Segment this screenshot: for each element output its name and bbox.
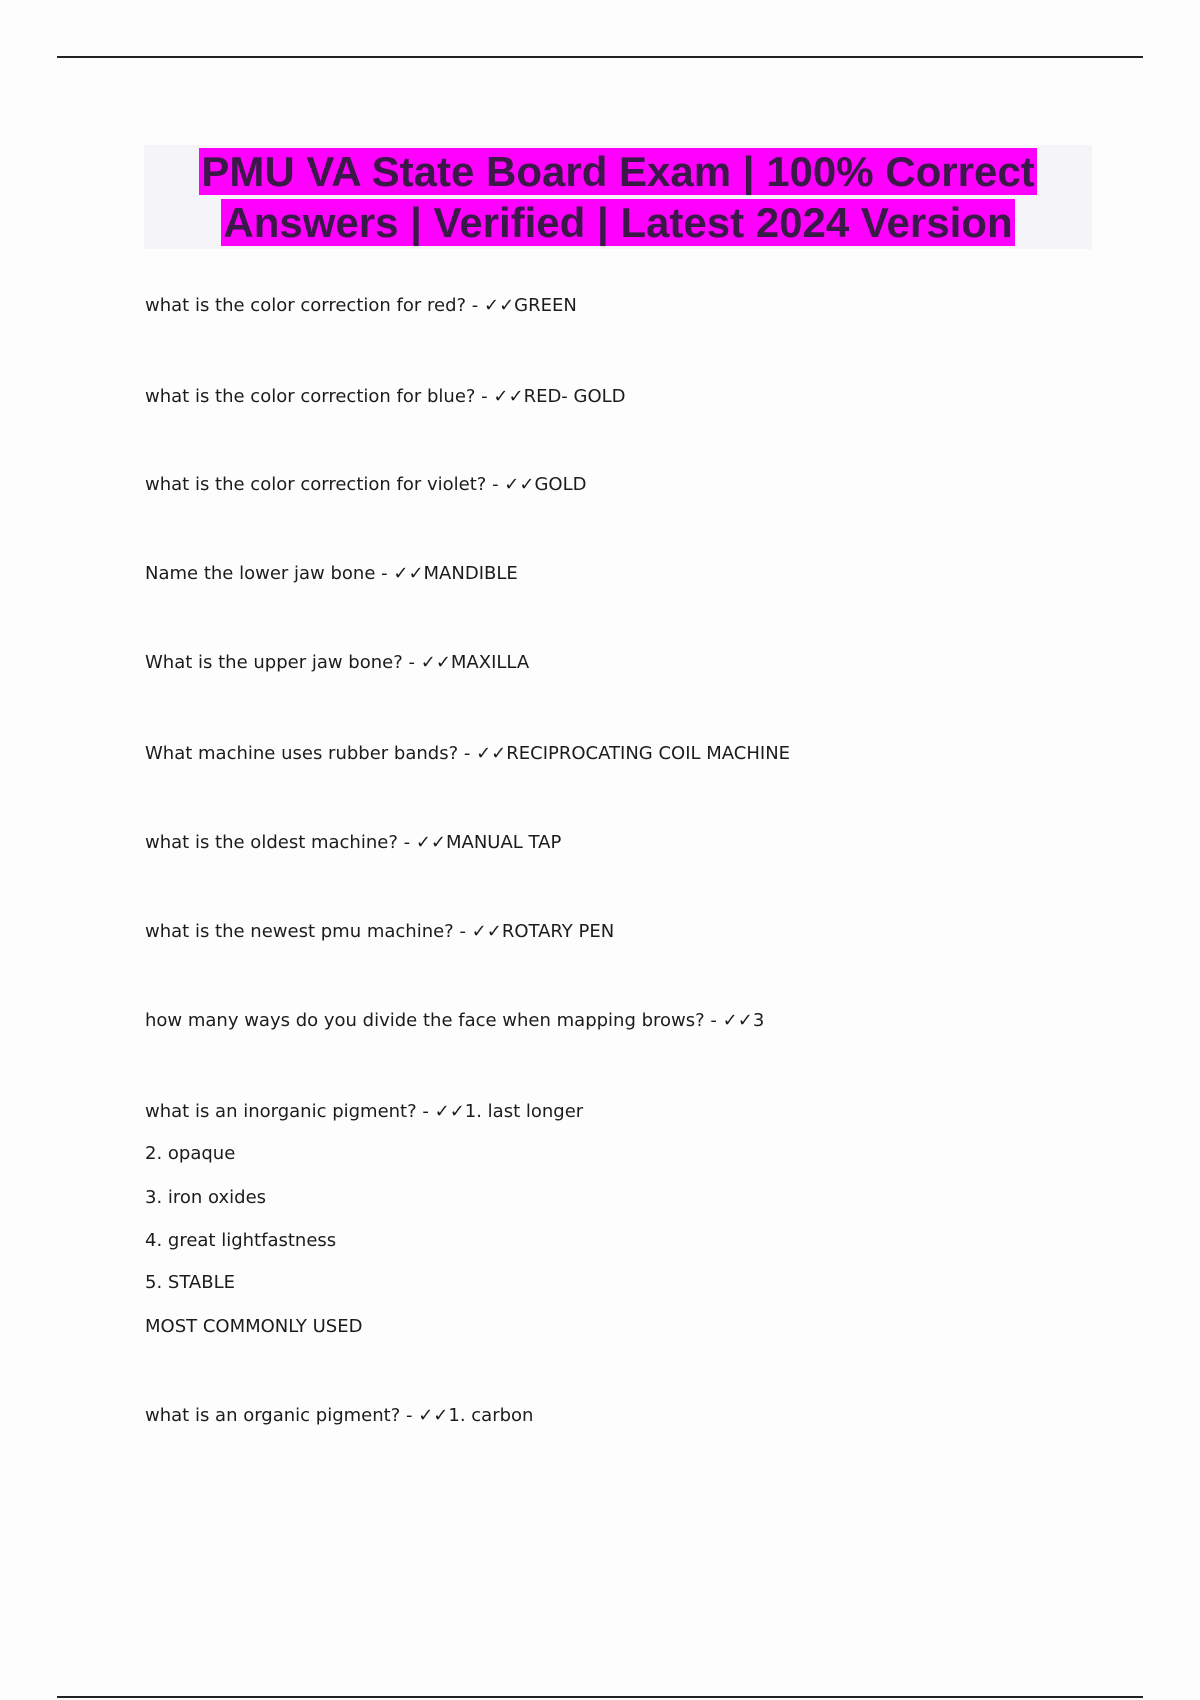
- qa-item: [145, 562, 518, 586]
- question-text: What is the upper jaw bone? -: [145, 652, 421, 673]
- answer-text: RECIPROCATING COIL MACHINE: [506, 743, 791, 764]
- double-check-icon: ✓✓: [471, 921, 502, 942]
- double-check-icon: ✓✓: [504, 474, 535, 495]
- question-text: What machine uses rubber bands? -: [145, 743, 477, 764]
- answer-continuation-line: 2. opaque: [145, 1143, 236, 1164]
- double-check-icon: ✓✓: [418, 1405, 449, 1426]
- top-rule: [57, 56, 1143, 58]
- title-line-2: Answers | Verified | Latest 2024 Version: [223, 199, 1013, 246]
- double-check-icon: ✓✓: [476, 743, 507, 764]
- double-check-icon: ✓✓: [434, 1101, 465, 1122]
- answer-text: 1. carbon: [448, 1405, 534, 1426]
- document-title: [199, 146, 1036, 248]
- question-text: what is the newest pmu machine? -: [145, 921, 472, 942]
- double-check-icon: ✓✓: [393, 563, 424, 584]
- answer-text: RED- GOLD: [523, 386, 626, 407]
- qa-item: [145, 1404, 533, 1428]
- question-text: what is an organic pigment? -: [145, 1405, 419, 1426]
- bottom-rule: [57, 1696, 1143, 1698]
- answer-text: MANUAL TAP: [446, 832, 562, 853]
- answer-continuation-line: 4. great lightfastness: [145, 1230, 337, 1251]
- qa-item: [145, 742, 790, 766]
- qa-item: [145, 831, 561, 855]
- answer-text: MAXILLA: [450, 652, 530, 673]
- qa-item: [145, 920, 614, 944]
- qa-item: [145, 1009, 764, 1033]
- answer-text: GREEN: [514, 295, 577, 316]
- qa-item: [145, 1100, 583, 1124]
- answer-continuation-line: MOST COMMONLY USED: [145, 1316, 363, 1337]
- answer-continuation-line: 3. iron oxides: [145, 1187, 267, 1208]
- question-text: Name the lower jaw bone -: [145, 563, 394, 584]
- answer-text: GOLD: [534, 474, 587, 495]
- question-text: what is the color correction for blue? -: [145, 386, 494, 407]
- answer-text: ROTARY PEN: [501, 921, 615, 942]
- answer-continuation-line: 5. STABLE: [145, 1272, 235, 1293]
- question-text: what is the oldest machine? -: [145, 832, 416, 853]
- double-check-icon: ✓✓: [420, 652, 451, 673]
- title-banner: [144, 145, 1092, 249]
- title-line-1: PMU VA State Board Exam | 100% Correct: [201, 148, 1035, 195]
- qa-item: [145, 294, 577, 318]
- question-text: what is the color correction for red? -: [145, 295, 484, 316]
- question-text: what is an inorganic pigment? -: [145, 1101, 435, 1122]
- question-text: what is the color correction for violet? -: [145, 474, 505, 495]
- double-check-icon: ✓✓: [484, 295, 515, 316]
- double-check-icon: ✓✓: [415, 832, 446, 853]
- double-check-icon: ✓✓: [722, 1010, 753, 1031]
- qa-item: [145, 473, 586, 497]
- answer-text: 1. last longer: [464, 1101, 584, 1122]
- answer-text: 3: [752, 1010, 765, 1031]
- qa-item: [145, 385, 626, 409]
- answer-text: MANDIBLE: [423, 563, 518, 584]
- qa-item: [145, 651, 529, 675]
- question-text: how many ways do you divide the face when mapping brows? -: [145, 1010, 723, 1031]
- double-check-icon: ✓✓: [493, 386, 524, 407]
